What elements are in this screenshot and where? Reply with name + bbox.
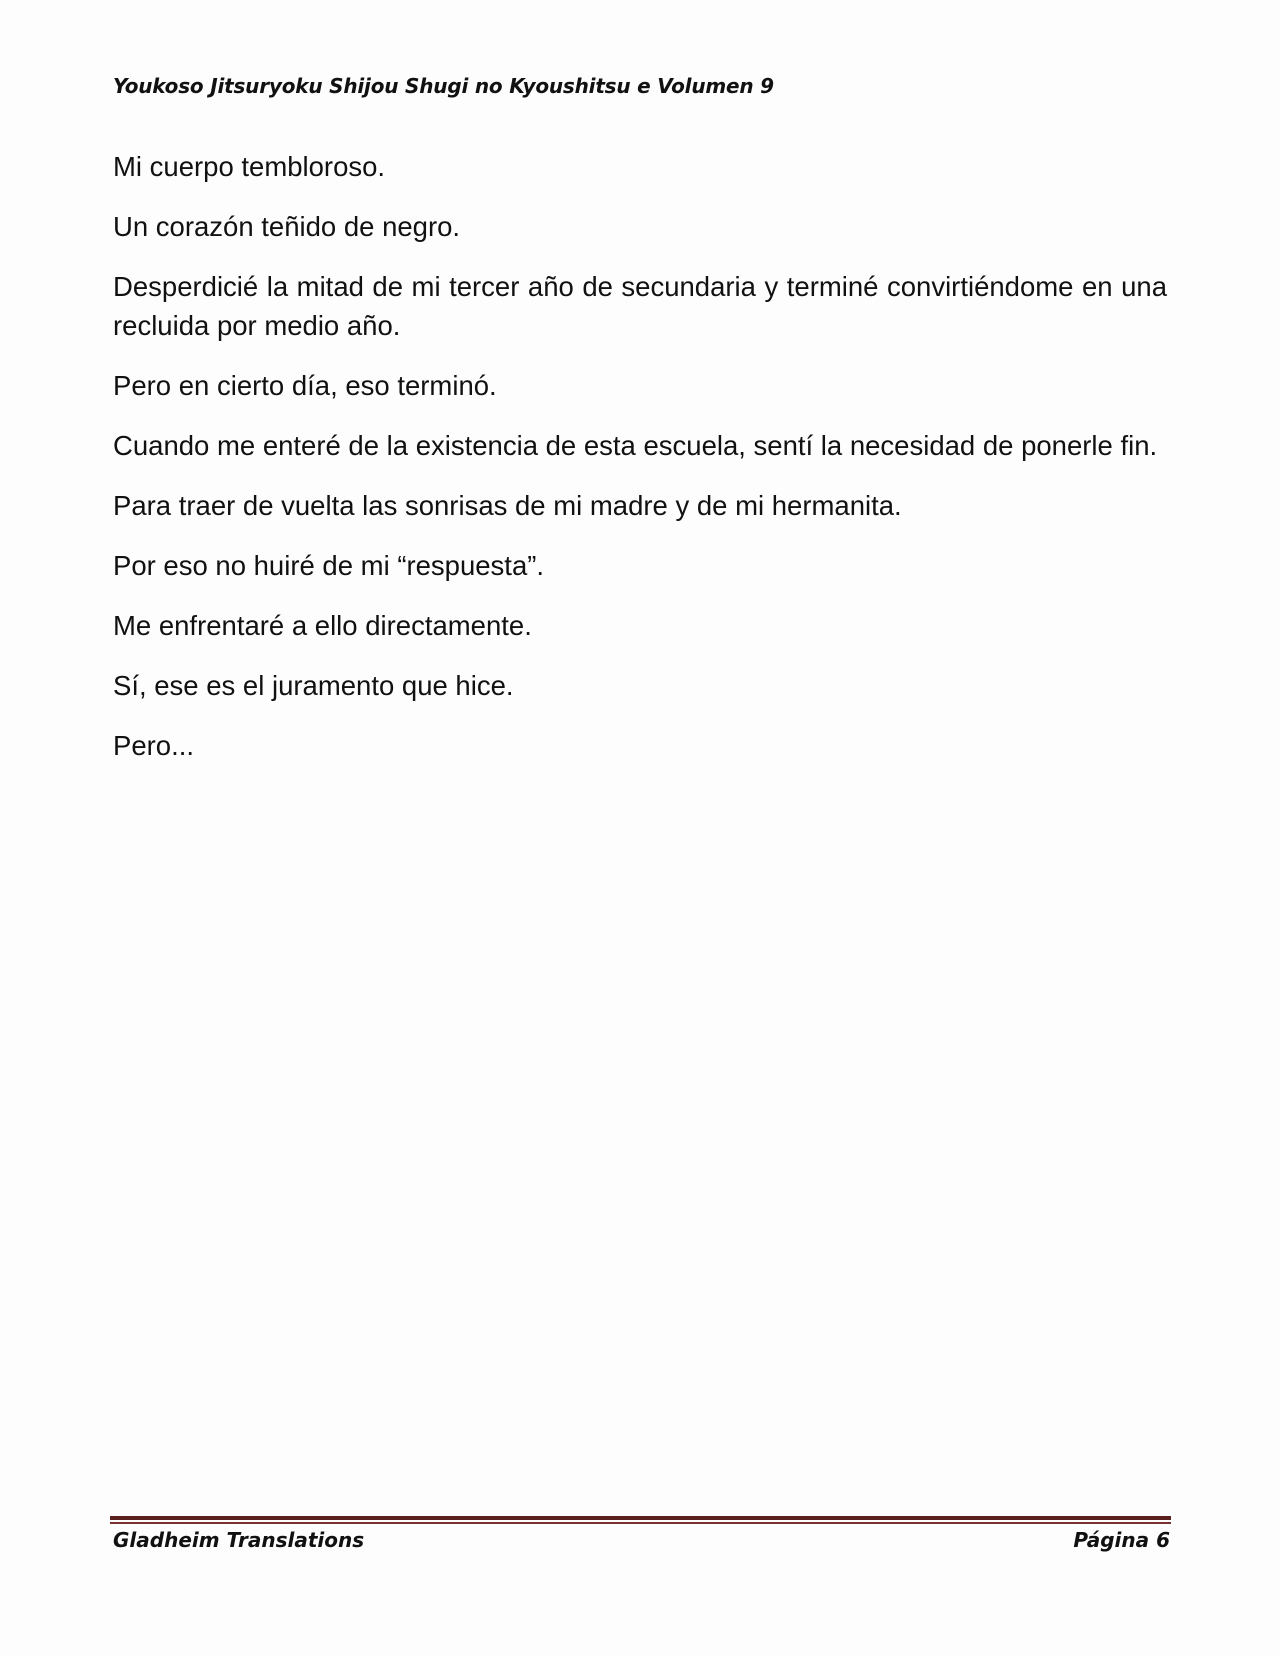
body-text — [113, 147, 1167, 786]
running-header-title: Youkoso Jitsuryoku Shijou Shugi no Kyoushitsu e Volumen 9 — [113, 74, 774, 98]
footer-divider — [110, 1516, 1171, 1524]
footer-divider-thin — [110, 1522, 1171, 1524]
paragraph-10: Pero... — [113, 730, 195, 761]
paragraph-8: Me enfrentaré a ello directamente. — [113, 610, 532, 641]
paragraph-9: Sí, ese es el juramento que hice. — [113, 670, 514, 701]
paragraph-2: Un corazón teñido de negro. — [113, 211, 461, 242]
footer-page-number: Página 6 — [1073, 1528, 1170, 1552]
paragraph-5: Cuando me enteré de la existencia de esta escuela, sentí la necesidad de ponerle fin. — [113, 430, 1158, 461]
paragraph-1: Mi cuerpo tembloroso. — [113, 151, 386, 182]
footer-divider-thick — [110, 1516, 1171, 1520]
footer-translator-credit: Gladheim Translations — [113, 1528, 365, 1552]
paragraph-3: Desperdicié la mitad de mi tercer año de secundaria y terminé convirtiéndome en una recluida por medio año. — [113, 271, 1167, 341]
paragraph-7: Por eso no huiré de mi “respuesta”. — [113, 550, 545, 581]
paragraph-4: Pero en cierto día, eso terminó. — [113, 370, 497, 401]
paragraph-6: Para traer de vuelta las sonrisas de mi madre y de mi hermanita. — [113, 490, 902, 521]
